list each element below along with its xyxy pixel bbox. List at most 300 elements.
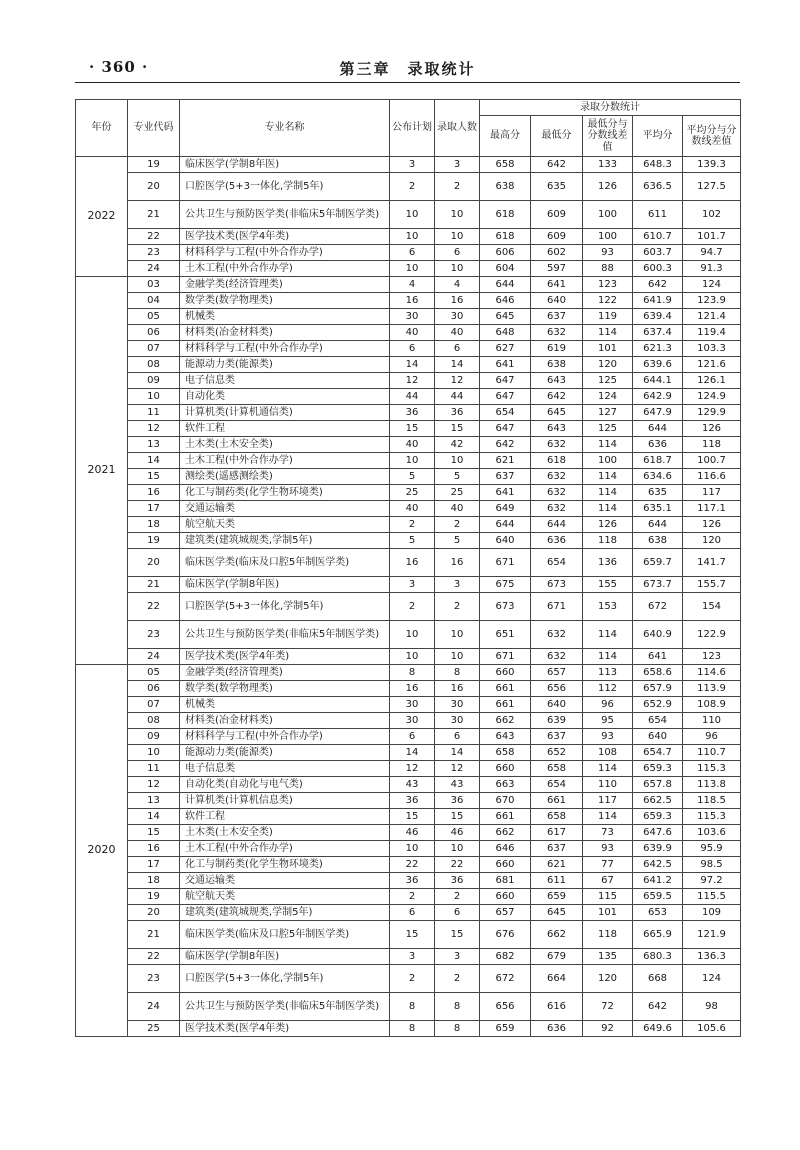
major-code-cell: 19 [128,157,180,173]
min-score-cell: 658 [531,761,583,777]
min-score-diff-cell: 126 [583,173,633,201]
table-row [76,873,741,889]
admitted-count-cell: 25 [435,485,480,501]
major-name-cell: 临床医学(学制8年医) [180,949,390,965]
table-row [76,825,741,841]
min-score-diff-cell: 114 [583,437,633,453]
avg-score-cell: 611 [633,201,683,229]
plan-count-cell: 36 [390,873,435,889]
major-name-cell: 医学技术类(医学4年类) [180,649,390,665]
major-code-cell: 22 [128,593,180,621]
min-score-cell: 673 [531,577,583,593]
avg-score-cell: 635.1 [633,501,683,517]
min-score-cell: 637 [531,729,583,745]
major-code-cell: 10 [128,389,180,405]
major-code-cell: 06 [128,681,180,697]
max-score-cell: 649 [480,501,531,517]
max-score-cell: 651 [480,621,531,649]
plan-count-cell: 36 [390,793,435,809]
major-name-cell: 临床医学类(临床及口腔5年制医学类) [180,921,390,949]
min-score-cell: 654 [531,549,583,577]
major-name-cell: 口腔医学(5+3一体化,学制5年) [180,965,390,993]
min-score-cell: 671 [531,593,583,621]
major-name-cell: 口腔医学(5+3一体化,学制5年) [180,593,390,621]
major-name-cell: 材料科学与工程(中外合作办学) [180,245,390,261]
min-score-cell: 654 [531,777,583,793]
admitted-count-cell: 3 [435,949,480,965]
max-score-cell: 660 [480,761,531,777]
min-score-cell: 643 [531,421,583,437]
max-score-cell: 641 [480,485,531,501]
avg-score-diff-cell: 110 [683,713,741,729]
avg-score-cell: 603.7 [633,245,683,261]
table-row [76,549,741,577]
table-row [76,277,741,293]
col-header-min: 最低分 [531,116,583,157]
admitted-count-cell: 43 [435,777,480,793]
min-score-cell: 657 [531,665,583,681]
admitted-count-cell: 44 [435,389,480,405]
min-score-diff-cell: 113 [583,665,633,681]
avg-score-cell: 639.9 [633,841,683,857]
table-row [76,841,741,857]
major-name-cell: 航空航天类 [180,889,390,905]
min-score-cell: 632 [531,621,583,649]
table-row [76,405,741,421]
avg-score-diff-cell: 117 [683,485,741,501]
admitted-count-cell: 10 [435,201,480,229]
major-code-cell: 17 [128,857,180,873]
min-score-cell: 621 [531,857,583,873]
plan-count-cell: 6 [390,729,435,745]
avg-score-diff-cell: 96 [683,729,741,745]
min-score-diff-cell: 112 [583,681,633,697]
header-divider [75,82,740,83]
major-code-cell: 21 [128,201,180,229]
min-score-cell: 632 [531,437,583,453]
max-score-cell: 638 [480,173,531,201]
plan-count-cell: 6 [390,905,435,921]
avg-score-cell: 639.4 [633,309,683,325]
major-code-cell: 04 [128,293,180,309]
admitted-count-cell: 2 [435,889,480,905]
min-score-diff-cell: 77 [583,857,633,873]
min-score-diff-cell: 88 [583,261,633,277]
avg-score-cell: 642.9 [633,389,683,405]
avg-score-diff-cell: 126.1 [683,373,741,389]
avg-score-cell: 644 [633,421,683,437]
major-name-cell: 临床医学类(临床及口腔5年制医学类) [180,549,390,577]
major-code-cell: 19 [128,533,180,549]
avg-score-cell: 634.6 [633,469,683,485]
min-score-cell: 640 [531,293,583,309]
table-row [76,341,741,357]
admitted-count-cell: 30 [435,697,480,713]
max-score-cell: 647 [480,373,531,389]
major-name-cell: 交通运输类 [180,501,390,517]
admitted-count-cell: 2 [435,965,480,993]
avg-score-diff-cell: 101.7 [683,229,741,245]
min-score-cell: 597 [531,261,583,277]
table-row [76,309,741,325]
avg-score-cell: 659.3 [633,809,683,825]
major-name-cell: 公共卫生与预防医学类(非临床5年制医学类) [180,993,390,1021]
major-name-cell: 土木工程(中外合作办学) [180,261,390,277]
avg-score-diff-cell: 122.9 [683,621,741,649]
major-code-cell: 22 [128,229,180,245]
avg-score-cell: 647.9 [633,405,683,421]
min-score-cell: 632 [531,325,583,341]
min-score-diff-cell: 115 [583,889,633,905]
min-score-diff-cell: 119 [583,309,633,325]
admitted-count-cell: 2 [435,517,480,533]
major-code-cell: 09 [128,729,180,745]
min-score-cell: 658 [531,809,583,825]
min-score-cell: 609 [531,201,583,229]
min-score-diff-cell: 125 [583,373,633,389]
min-score-diff-cell: 96 [583,697,633,713]
plan-count-cell: 44 [390,389,435,405]
plan-count-cell: 6 [390,245,435,261]
major-code-cell: 12 [128,777,180,793]
table-row [76,325,741,341]
min-score-diff-cell: 114 [583,485,633,501]
min-score-diff-cell: 114 [583,325,633,341]
avg-score-cell: 668 [633,965,683,993]
table-row [76,993,741,1021]
min-score-diff-cell: 123 [583,277,633,293]
avg-score-cell: 657.9 [633,681,683,697]
avg-score-cell: 653 [633,905,683,921]
max-score-cell: 643 [480,729,531,745]
min-score-diff-cell: 95 [583,713,633,729]
min-score-diff-cell: 114 [583,761,633,777]
avg-score-diff-cell: 116.6 [683,469,741,485]
table-header [76,100,741,157]
major-code-cell: 03 [128,277,180,293]
admitted-count-cell: 16 [435,549,480,577]
table-row [76,649,741,665]
min-score-cell: 642 [531,157,583,173]
table-row [76,965,741,993]
avg-score-cell: 641.9 [633,293,683,309]
avg-score-diff-cell: 127.5 [683,173,741,201]
major-name-cell: 土木工程(中外合作办学) [180,453,390,469]
major-name-cell: 金融学类(经济管理类) [180,277,390,293]
plan-count-cell: 8 [390,1021,435,1037]
major-name-cell: 临床医学(学制8年医) [180,157,390,173]
table-row [76,905,741,921]
avg-score-diff-cell: 123.9 [683,293,741,309]
chapter-title: 第三章 录取统计 [339,60,476,78]
plan-count-cell: 5 [390,533,435,549]
major-code-cell: 07 [128,697,180,713]
major-code-cell: 14 [128,453,180,469]
year-cell: 2021 [76,277,128,665]
max-score-cell: 673 [480,593,531,621]
admitted-count-cell: 10 [435,261,480,277]
table-row [76,921,741,949]
major-code-cell: 08 [128,357,180,373]
avg-score-diff-cell: 121.9 [683,921,741,949]
max-score-cell: 660 [480,665,531,681]
major-name-cell: 测绘类(遥感测绘类) [180,469,390,485]
avg-score-cell: 654 [633,713,683,729]
major-code-cell: 11 [128,405,180,421]
plan-count-cell: 10 [390,453,435,469]
max-score-cell: 618 [480,229,531,245]
max-score-cell: 676 [480,921,531,949]
table-row [76,533,741,549]
plan-count-cell: 25 [390,485,435,501]
major-code-cell: 20 [128,173,180,201]
avg-score-cell: 635 [633,485,683,501]
min-score-cell: 611 [531,873,583,889]
max-score-cell: 660 [480,857,531,873]
table-row [76,245,741,261]
avg-score-diff-cell: 109 [683,905,741,921]
table-row [76,173,741,201]
min-score-cell: 636 [531,1021,583,1037]
avg-score-cell: 644 [633,517,683,533]
avg-score-diff-cell: 136.3 [683,949,741,965]
min-score-diff-cell: 126 [583,517,633,533]
table-row [76,665,741,681]
admitted-count-cell: 5 [435,469,480,485]
plan-count-cell: 12 [390,373,435,389]
max-score-cell: 662 [480,825,531,841]
avg-score-cell: 659.3 [633,761,683,777]
avg-score-cell: 600.3 [633,261,683,277]
avg-score-diff-cell: 115.5 [683,889,741,905]
min-score-cell: 642 [531,389,583,405]
min-score-cell: 602 [531,245,583,261]
min-score-cell: 609 [531,229,583,245]
plan-count-cell: 2 [390,889,435,905]
min-score-diff-cell: 101 [583,341,633,357]
major-code-cell: 07 [128,341,180,357]
avg-score-cell: 658.6 [633,665,683,681]
min-score-diff-cell: 118 [583,533,633,549]
min-score-cell: 664 [531,965,583,993]
major-name-cell: 金融学类(经济管理类) [180,665,390,681]
max-score-cell: 644 [480,517,531,533]
avg-score-diff-cell: 120 [683,533,741,549]
major-name-cell: 化工与制药类(化学生物环境类) [180,857,390,873]
major-code-cell: 14 [128,809,180,825]
major-name-cell: 口腔医学(5+3一体化,学制5年) [180,173,390,201]
min-score-diff-cell: 114 [583,649,633,665]
table-row [76,201,741,229]
avg-score-diff-cell: 94.7 [683,245,741,261]
avg-score-diff-cell: 124 [683,277,741,293]
max-score-cell: 672 [480,965,531,993]
table-row [76,293,741,309]
plan-count-cell: 5 [390,469,435,485]
avg-score-diff-cell: 91.3 [683,261,741,277]
major-code-cell: 24 [128,649,180,665]
plan-count-cell: 43 [390,777,435,793]
major-code-cell: 23 [128,965,180,993]
year-cell: 2022 [76,157,128,277]
plan-count-cell: 12 [390,761,435,777]
avg-score-diff-cell: 126 [683,421,741,437]
avg-score-cell: 673.7 [633,577,683,593]
max-score-cell: 621 [480,453,531,469]
min-score-diff-cell: 67 [583,873,633,889]
max-score-cell: 681 [480,873,531,889]
major-name-cell: 材料科学与工程(中外合作办学) [180,341,390,357]
min-score-diff-cell: 108 [583,745,633,761]
major-name-cell: 公共卫生与预防医学类(非临床5年制医学类) [180,201,390,229]
min-score-cell: 652 [531,745,583,761]
min-score-diff-cell: 100 [583,201,633,229]
plan-count-cell: 16 [390,293,435,309]
table-row [76,577,741,593]
avg-score-cell: 680.3 [633,949,683,965]
col-header-plan: 公布计划 [390,100,435,157]
min-score-diff-cell: 133 [583,157,633,173]
admitted-count-cell: 8 [435,993,480,1021]
min-score-cell: 659 [531,889,583,905]
major-name-cell: 临床医学(学制8年医) [180,577,390,593]
admitted-count-cell: 2 [435,173,480,201]
avg-score-diff-cell: 102 [683,201,741,229]
table-row [76,437,741,453]
min-score-diff-cell: 101 [583,905,633,921]
admitted-count-cell: 10 [435,229,480,245]
avg-score-cell: 657.8 [633,777,683,793]
admitted-count-cell: 8 [435,665,480,681]
min-score-diff-cell: 93 [583,245,633,261]
min-score-diff-cell: 135 [583,949,633,965]
major-code-cell: 09 [128,373,180,389]
avg-score-cell: 642 [633,277,683,293]
admitted-count-cell: 6 [435,729,480,745]
plan-count-cell: 2 [390,965,435,993]
col-header-name: 专业名称 [180,100,390,157]
table-row [76,469,741,485]
major-code-cell: 23 [128,245,180,261]
major-code-cell: 05 [128,309,180,325]
plan-count-cell: 6 [390,341,435,357]
col-header-code: 专业代码 [128,100,180,157]
min-score-cell: 617 [531,825,583,841]
admitted-count-cell: 10 [435,649,480,665]
min-score-cell: 640 [531,697,583,713]
min-score-cell: 618 [531,453,583,469]
min-score-diff-cell: 114 [583,621,633,649]
max-score-cell: 618 [480,201,531,229]
avg-score-cell: 621.3 [633,341,683,357]
min-score-cell: 619 [531,341,583,357]
major-code-cell: 17 [128,501,180,517]
plan-count-cell: 40 [390,437,435,453]
major-name-cell: 机械类 [180,697,390,713]
min-score-diff-cell: 122 [583,293,633,309]
admitted-count-cell: 40 [435,501,480,517]
admitted-count-cell: 6 [435,245,480,261]
min-score-cell: 616 [531,993,583,1021]
col-header-admitted: 录取人数 [435,100,480,157]
max-score-cell: 661 [480,697,531,713]
avg-score-cell: 654.7 [633,745,683,761]
min-score-diff-cell: 92 [583,1021,633,1037]
plan-count-cell: 14 [390,745,435,761]
major-code-cell: 12 [128,421,180,437]
admitted-count-cell: 14 [435,745,480,761]
avg-score-diff-cell: 154 [683,593,741,621]
min-score-cell: 656 [531,681,583,697]
max-score-cell: 606 [480,245,531,261]
avg-score-cell: 638 [633,533,683,549]
table-row [76,889,741,905]
max-score-cell: 642 [480,437,531,453]
avg-score-diff-cell: 121.4 [683,309,741,325]
min-score-cell: 637 [531,309,583,325]
min-score-diff-cell: 93 [583,841,633,857]
table-row [76,485,741,501]
table-row [76,729,741,745]
admitted-count-cell: 14 [435,357,480,373]
major-name-cell: 能源动力类(能源类) [180,745,390,761]
max-score-cell: 658 [480,745,531,761]
major-name-cell: 土木类(土木安全类) [180,437,390,453]
table-row [76,745,741,761]
max-score-cell: 627 [480,341,531,357]
table-body [76,157,741,1037]
min-score-diff-cell: 120 [583,965,633,993]
admitted-count-cell: 3 [435,157,480,173]
max-score-cell: 657 [480,905,531,921]
avg-score-diff-cell: 97.2 [683,873,741,889]
plan-count-cell: 30 [390,697,435,713]
admitted-count-cell: 40 [435,325,480,341]
table-row [76,501,741,517]
major-code-cell: 20 [128,549,180,577]
major-code-cell: 23 [128,621,180,649]
max-score-cell: 661 [480,809,531,825]
avg-score-cell: 672 [633,593,683,621]
major-name-cell: 建筑类(建筑城规类,学制5年) [180,905,390,921]
avg-score-diff-cell: 141.7 [683,549,741,577]
table-row [76,389,741,405]
min-score-cell: 641 [531,277,583,293]
page-number: · 360 · [89,58,149,76]
major-code-cell: 25 [128,1021,180,1037]
avg-score-cell: 644.1 [633,373,683,389]
plan-count-cell: 8 [390,993,435,1021]
min-score-cell: 632 [531,469,583,485]
table-row [76,593,741,621]
major-code-cell: 06 [128,325,180,341]
min-score-cell: 637 [531,841,583,857]
plan-count-cell: 10 [390,841,435,857]
major-code-cell: 15 [128,469,180,485]
max-score-cell: 671 [480,649,531,665]
major-code-cell: 18 [128,517,180,533]
year-cell: 2020 [76,665,128,1037]
min-score-diff-cell: 93 [583,729,633,745]
max-score-cell: 656 [480,993,531,1021]
major-code-cell: 13 [128,793,180,809]
plan-count-cell: 2 [390,517,435,533]
table-row [76,857,741,873]
avg-score-cell: 641.2 [633,873,683,889]
admitted-count-cell: 4 [435,277,480,293]
avg-score-diff-cell: 121.6 [683,357,741,373]
major-code-cell: 21 [128,577,180,593]
